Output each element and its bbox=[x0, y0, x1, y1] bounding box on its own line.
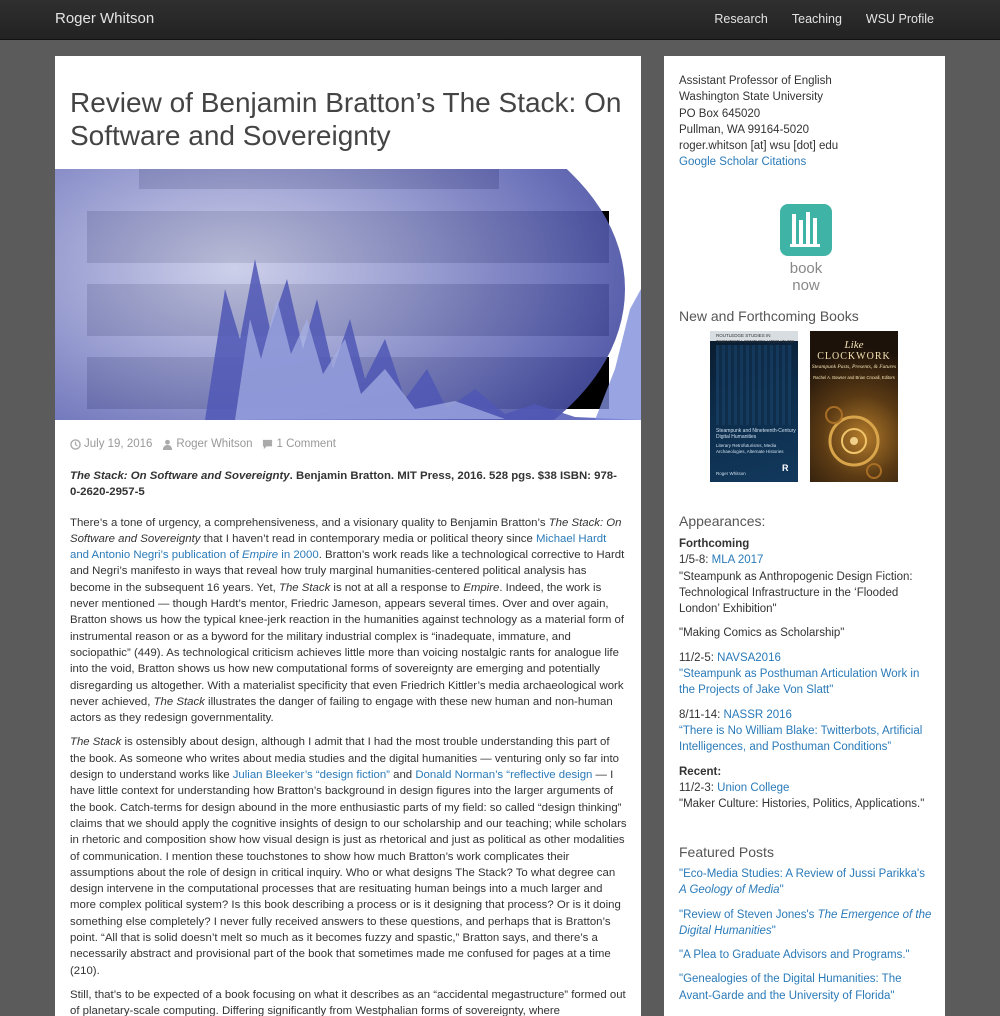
bleeker-design-fiction-link[interactable]: Julian Bleeker’s “design fiction” bbox=[232, 769, 390, 782]
contact-info bbox=[679, 73, 838, 171]
recent-label: Recent: bbox=[679, 765, 722, 778]
address-line: PO Box 645020 bbox=[679, 107, 761, 120]
nav-research[interactable]: Research bbox=[714, 12, 768, 26]
google-scholar-link[interactable]: Google Scholar Citations bbox=[679, 156, 807, 169]
navsa-2016-link[interactable]: NAVSA2016 bbox=[717, 651, 781, 664]
union-college-link[interactable]: Union College bbox=[717, 781, 790, 794]
post-author bbox=[162, 438, 252, 450]
text: Still, that’s to be expected of a book focusing on what it describes as an “accidental megastructure” formed out of planetary-scale computing. Differing significantly from Westphalian forms of sovereignty, where bbox=[70, 988, 626, 1016]
text: and bbox=[389, 769, 416, 782]
featured-image bbox=[55, 169, 641, 420]
text: " bbox=[771, 924, 776, 937]
appearance-navsa bbox=[679, 650, 935, 699]
appearance-talk: "Maker Culture: Histories, Politics, Applications." bbox=[679, 798, 925, 811]
appearance-union bbox=[679, 764, 935, 813]
citation-title: The Stack: On Software and Sovereignty bbox=[70, 470, 290, 482]
book-author: Roger Whitson bbox=[716, 471, 746, 476]
text: "Review of Steven Jones's bbox=[679, 908, 818, 921]
book-cover-like-clockwork[interactable] bbox=[810, 331, 898, 482]
post-date bbox=[70, 438, 152, 450]
calendar-bars-icon bbox=[780, 204, 832, 256]
cover-data-spikes bbox=[55, 169, 641, 420]
text: is not at all a response to bbox=[330, 581, 464, 594]
appearance-nassr bbox=[679, 707, 935, 756]
appearance-date: 11/2-5: bbox=[679, 651, 718, 664]
featured-posts-list bbox=[679, 866, 935, 1012]
text: — I have little context for understanding how Bratton’s background in design figures into the larger arguments of the book. Catch-terms for design abound in the more enthusiastic parts of my field: so called “design thinking” claims that we should apply the cognitive insights of design to our scholarship and our teaching; while scholars in rhetoric and composition show how visual design is just as rhetorical and just as political as other modalities of communication. I mention these touchstones to show how much Bratton’s work complicates their assumptions about the role of design in critical inquiry. Who or what designs The Stack? To what degree can design intervene in the computational processes that are resituating human beings into a much larger and more complex political system? Is this book describing a process or is it designing that process? Or is it doing something else completely? I never fully received answers to these questions, and perhaps that is Bratton’s point. “All that is solid doesn’t melt so much as it becomes fuzzy and spastic,” Bratton says, and there’s a necessarily abstract and provisional part of the book that sometimes made me confused for pages at a time (210). bbox=[70, 769, 627, 977]
post-date-link[interactable]: July 19, 2016 bbox=[84, 438, 153, 450]
appearance-date: 1/5-8: bbox=[679, 554, 712, 567]
book-now-button[interactable] bbox=[774, 204, 838, 294]
norman-reflective-design-link[interactable]: Donald Norman’s “reflective design bbox=[415, 769, 593, 782]
post-title: Review of Benjamin Bratton’s The Stack: On Software and Sovereignty bbox=[70, 87, 622, 151]
article-card bbox=[55, 56, 641, 1016]
main-nav bbox=[714, 12, 934, 26]
text: that I haven’t read in contemporary media or political theory since bbox=[200, 532, 536, 545]
book-cover-steampunk-digital-humanities[interactable] bbox=[710, 331, 798, 482]
appearance-talk: "Steampunk as Anthropogenic Design Fiction: Technological Infrastructure in the ‘Flooded London’ Exhibition" bbox=[679, 570, 913, 616]
mla-2017-link[interactable]: MLA 2017 bbox=[711, 554, 764, 567]
text: is ostensibly about design, although I admit that I had the most trouble understanding this part of the book. As someone who writes about media studies and the digital humanities — venturing only so far into design to understand works like bbox=[70, 736, 619, 782]
featured-post-link[interactable] bbox=[679, 907, 935, 940]
text: " bbox=[779, 884, 784, 897]
address-line: Assistant Professor of English bbox=[679, 75, 832, 87]
post-author-link[interactable]: Roger Whitson bbox=[176, 438, 253, 450]
nassr-2016-link[interactable]: NASSR 2016 bbox=[723, 708, 792, 721]
text: The Stack bbox=[153, 695, 205, 708]
book-series: ROUTLEDGE STUDIES IN TWENTIETH-CENTURY LITERATURE bbox=[716, 333, 795, 344]
text: . Indeed, the work is never mentioned — though Hardt’s mentor, Friedric Jameson, appears several times. Over and over again, Bratton shows us how the typical knee-jerk reaction in the humanities against technology as a material form of instrumental reason or as a byword for the military industrial complex is “inadequate, immature, and sociopathic” (449). As technological criticism achieves little more than voicing nostalgic rants for analogue life into the void, Bratton shows us how new computational forms of sovereignty are emerging and potentially disregarding us altogether. With a materialist specificity that even Friedrich Kittler’s media archaeological work never achieved, bbox=[70, 581, 624, 708]
book-citation bbox=[70, 468, 627, 501]
clock-icon bbox=[70, 439, 81, 450]
comment-icon bbox=[262, 439, 273, 450]
paragraph-3 bbox=[70, 987, 627, 1016]
book-subtitle: Steampunk Pasts, Presents, & Futures bbox=[811, 364, 897, 370]
appearance-date: 11/2-3: bbox=[679, 781, 718, 794]
post-comments-link[interactable]: 1 Comment bbox=[276, 438, 336, 450]
address-line: Pullman, WA 99164-5020 bbox=[679, 123, 809, 136]
books-heading: New and Forthcoming Books bbox=[679, 308, 859, 324]
text: The Emergence of the Digital Humanities bbox=[679, 908, 932, 937]
nav-teaching[interactable]: Teaching bbox=[791, 12, 842, 26]
appearance-talk: "Making Comics as Scholarship" bbox=[679, 627, 845, 640]
text: The Stack bbox=[70, 736, 122, 749]
text: Michael Hardt and Antonio Negri’s publication of bbox=[70, 532, 607, 562]
top-navbar bbox=[0, 0, 1000, 40]
text: There’s a tone of urgency, a comprehensiveness, and a visionary quality to Benjamin Bratton’s bbox=[70, 516, 549, 529]
nav-wsu-profile[interactable]: WSU Profile bbox=[865, 12, 934, 26]
nassr-talk-link[interactable]: “There is No William Blake: Twitterbots, Artificial Intelligences, and Posthuman Conditions” bbox=[679, 724, 923, 754]
featured-heading: Featured Posts bbox=[679, 844, 774, 860]
sidebar bbox=[664, 56, 945, 1016]
text: Empire bbox=[242, 549, 279, 562]
books-list bbox=[710, 331, 898, 482]
book-subtitle: Literary Retrofuturisms, Media Archaeologies, Alternate Histories bbox=[716, 443, 784, 454]
address-line: Washington State University bbox=[679, 91, 824, 104]
forthcoming-label: Forthcoming bbox=[679, 538, 750, 550]
featured-post-link[interactable] bbox=[679, 866, 935, 899]
paragraph-2 bbox=[70, 734, 627, 978]
book-title-part: Like bbox=[844, 339, 864, 351]
appearance-mla bbox=[679, 536, 935, 617]
appearance-date: 8/11-14: bbox=[679, 708, 724, 721]
site-brand-link[interactable]: Roger Whitson bbox=[55, 10, 155, 27]
book-title: Steampunk and Nineteenth-Century Digital Humanities bbox=[716, 428, 796, 440]
featured-post-link[interactable]: "Genealogies of the Digital Humanities: The Avant-Garde and the University of Florida" bbox=[679, 973, 902, 1002]
book-now-label: book now bbox=[789, 260, 823, 294]
user-icon bbox=[162, 439, 173, 450]
text: The Stack: On Software and Sovereignty bbox=[70, 516, 622, 545]
featured-post-link[interactable]: "A Plea to Graduate Advisors and Programs." bbox=[679, 949, 910, 962]
text: Empire bbox=[463, 581, 500, 594]
book-title-part: CLOCKWORK bbox=[817, 351, 891, 362]
paragraph-1 bbox=[70, 515, 627, 727]
email-line: roger.whitson [at] wsu [dot] edu bbox=[679, 140, 839, 153]
clockwork-gear-graphic bbox=[824, 401, 884, 481]
publisher-logo: R bbox=[782, 463, 789, 473]
text: in 2000 bbox=[278, 549, 319, 562]
citation-details: . Benjamin Bratton. MIT Press, 2016. 528 pgs. $38 ISBN: 978-0-2620-2957-5 bbox=[70, 470, 617, 499]
text: The Stack bbox=[278, 581, 331, 594]
post-meta bbox=[70, 438, 336, 450]
appearances-list bbox=[679, 536, 935, 820]
text: illustrates the danger of failing to engage with these new human and non-human actors as they redesign governmentality. bbox=[70, 695, 613, 725]
text: "Eco-Media Studies: A Review of Jussi Parikka's bbox=[679, 868, 925, 880]
book-editors: Rachel A. Bowser and Brian Croxall, Editors bbox=[813, 375, 895, 380]
post-comments bbox=[262, 438, 335, 450]
navsa-talk-link[interactable]: "Steampunk as Posthuman Articulation Work in the Projects of Jake Von Slatt" bbox=[679, 668, 920, 697]
appearances-heading: Appearances: bbox=[679, 513, 766, 529]
text: . Bratton’s work reads like a technological corrective to Hardt and Negri’s manifesto in ways that reveal how truly marginal humanities-centered political analysis has become in the subsequent 16 years. Yet, bbox=[70, 549, 625, 594]
text: A Geology of Media bbox=[679, 884, 780, 897]
appearance-comics bbox=[679, 625, 935, 641]
post-body bbox=[70, 468, 627, 1016]
